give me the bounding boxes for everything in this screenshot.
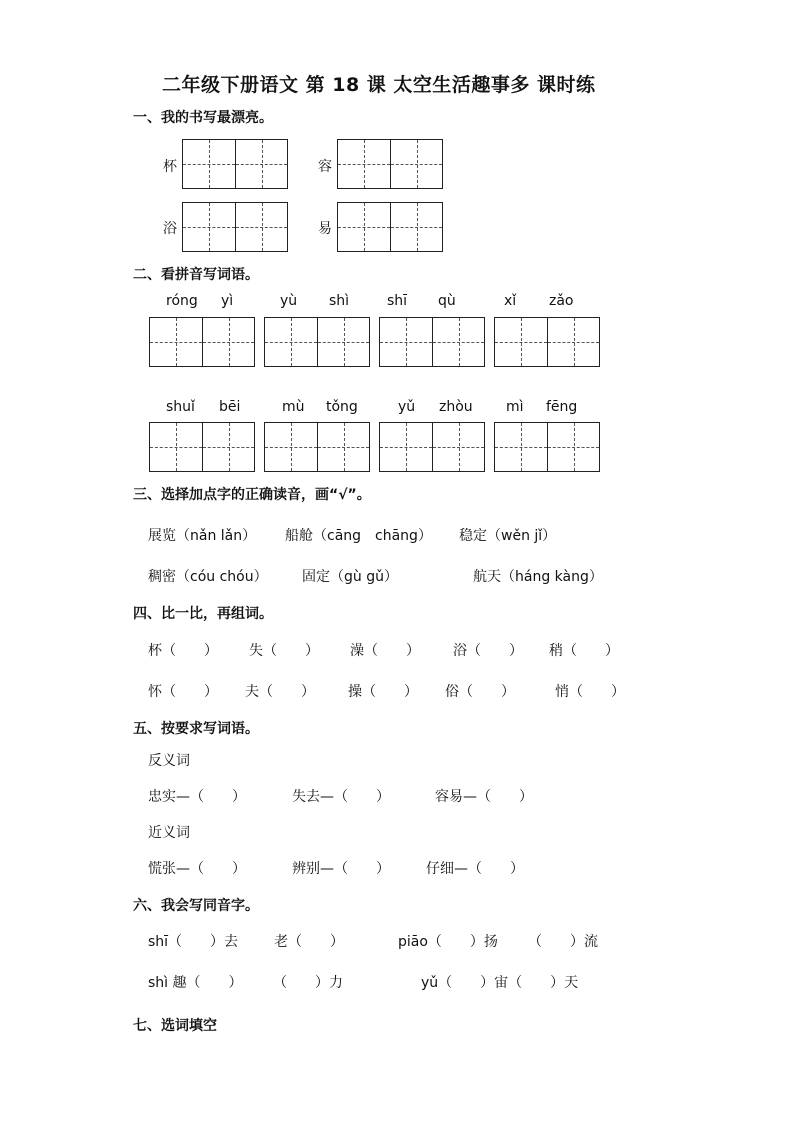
antonym-item[interactable]: 容易—（ ） bbox=[435, 789, 533, 805]
synonym-item[interactable]: 辨别—（ ） bbox=[292, 861, 390, 877]
homophone-item[interactable]: （ ）流 bbox=[528, 934, 598, 950]
writing-grid[interactable] bbox=[149, 317, 255, 367]
pinyin: shì bbox=[329, 293, 350, 309]
compare-item[interactable]: 操（ ） bbox=[348, 684, 418, 700]
section-2-heading: 二、看拼音写词语。 bbox=[133, 267, 259, 283]
pronunciation-item[interactable]: 固定（gù gǔ） bbox=[302, 569, 398, 585]
writing-grid[interactable] bbox=[379, 422, 485, 472]
synonym-item[interactable]: 仔细—（ ） bbox=[426, 861, 524, 877]
pinyin: fēng bbox=[546, 399, 578, 415]
section-5-heading: 五、按要求写词语。 bbox=[133, 721, 259, 737]
pronunciation-item[interactable]: 船舱（cāng chāng） bbox=[285, 528, 432, 544]
compare-item[interactable]: 失（ ） bbox=[249, 643, 319, 659]
writing-grid[interactable] bbox=[264, 422, 370, 472]
homophone-item[interactable]: piāo（ ）扬 bbox=[398, 934, 498, 950]
pinyin: zhòu bbox=[439, 399, 473, 415]
section-7-heading: 七、选词填空 bbox=[133, 1018, 217, 1034]
pinyin: róng bbox=[166, 293, 198, 309]
section-3-heading: 三、选择加点字的正确读音，画“√”。 bbox=[133, 487, 371, 503]
homophone-item[interactable]: shī（ ）去 bbox=[148, 934, 239, 950]
section-6-heading: 六、我会写同音字。 bbox=[133, 898, 259, 914]
page-title: 二年级下册语文 第 18 课 太空生活趣事多 课时练 bbox=[162, 74, 596, 96]
section-4-heading: 四、比一比，再组词。 bbox=[133, 606, 273, 622]
pinyin: zǎo bbox=[549, 293, 574, 309]
compare-item[interactable]: 俗（ ） bbox=[445, 684, 515, 700]
pinyin: yì bbox=[221, 293, 234, 309]
pinyin: bēi bbox=[219, 399, 241, 415]
writing-grid[interactable] bbox=[264, 317, 370, 367]
pronunciation-item[interactable]: 稳定（wěn jǐ） bbox=[459, 528, 557, 544]
char-label: 易 bbox=[318, 221, 332, 237]
pinyin: yǔ bbox=[398, 399, 416, 415]
writing-grid[interactable] bbox=[182, 139, 288, 189]
pinyin: xǐ bbox=[504, 293, 517, 309]
compare-item[interactable]: 杯（ ） bbox=[148, 643, 218, 659]
pronunciation-item[interactable]: 稠密（cóu chóu） bbox=[148, 569, 268, 585]
pronunciation-item[interactable]: 航天（háng kàng） bbox=[473, 569, 603, 585]
homophone-item[interactable]: shì 趣（ ） bbox=[148, 975, 243, 991]
writing-grid[interactable] bbox=[337, 202, 443, 252]
char-label: 浴 bbox=[163, 221, 177, 237]
writing-grid[interactable] bbox=[337, 139, 443, 189]
antonym-item[interactable]: 忠实—（ ） bbox=[148, 789, 246, 805]
compare-item[interactable]: 浴（ ） bbox=[453, 643, 523, 659]
compare-item[interactable]: 夫（ ） bbox=[245, 684, 315, 700]
pinyin: shī bbox=[387, 293, 408, 309]
char-label: 容 bbox=[318, 159, 332, 175]
writing-grid[interactable] bbox=[149, 422, 255, 472]
writing-grid[interactable] bbox=[494, 317, 600, 367]
homophone-item[interactable]: （ ）力 bbox=[273, 975, 343, 991]
pinyin: mù bbox=[282, 399, 305, 415]
compare-item[interactable]: 澡（ ） bbox=[350, 643, 420, 659]
homophone-item[interactable]: yǔ（ ）宙（ ）天 bbox=[421, 975, 579, 991]
pinyin: mì bbox=[506, 399, 524, 415]
homophone-item[interactable]: 老（ ） bbox=[274, 934, 344, 950]
writing-grid[interactable] bbox=[494, 422, 600, 472]
pinyin: qù bbox=[438, 293, 456, 309]
compare-item[interactable]: 怀（ ） bbox=[148, 684, 218, 700]
synonym-item[interactable]: 慌张—（ ） bbox=[148, 861, 246, 877]
char-label: 杯 bbox=[163, 159, 177, 175]
pinyin: yù bbox=[280, 293, 298, 309]
compare-item[interactable]: 稍（ ） bbox=[549, 643, 619, 659]
writing-grid[interactable] bbox=[379, 317, 485, 367]
compare-item[interactable]: 悄（ ） bbox=[555, 684, 625, 700]
antonym-label: 反义词 bbox=[148, 753, 190, 769]
pinyin: tǒng bbox=[326, 399, 358, 415]
pronunciation-item[interactable]: 展览（nǎn lǎn） bbox=[148, 528, 257, 544]
writing-grid[interactable] bbox=[182, 202, 288, 252]
pinyin: shuǐ bbox=[166, 399, 195, 415]
antonym-item[interactable]: 失去—（ ） bbox=[292, 789, 390, 805]
section-1-heading: 一、我的书写最漂亮。 bbox=[133, 110, 273, 126]
synonym-label: 近义词 bbox=[148, 825, 190, 841]
